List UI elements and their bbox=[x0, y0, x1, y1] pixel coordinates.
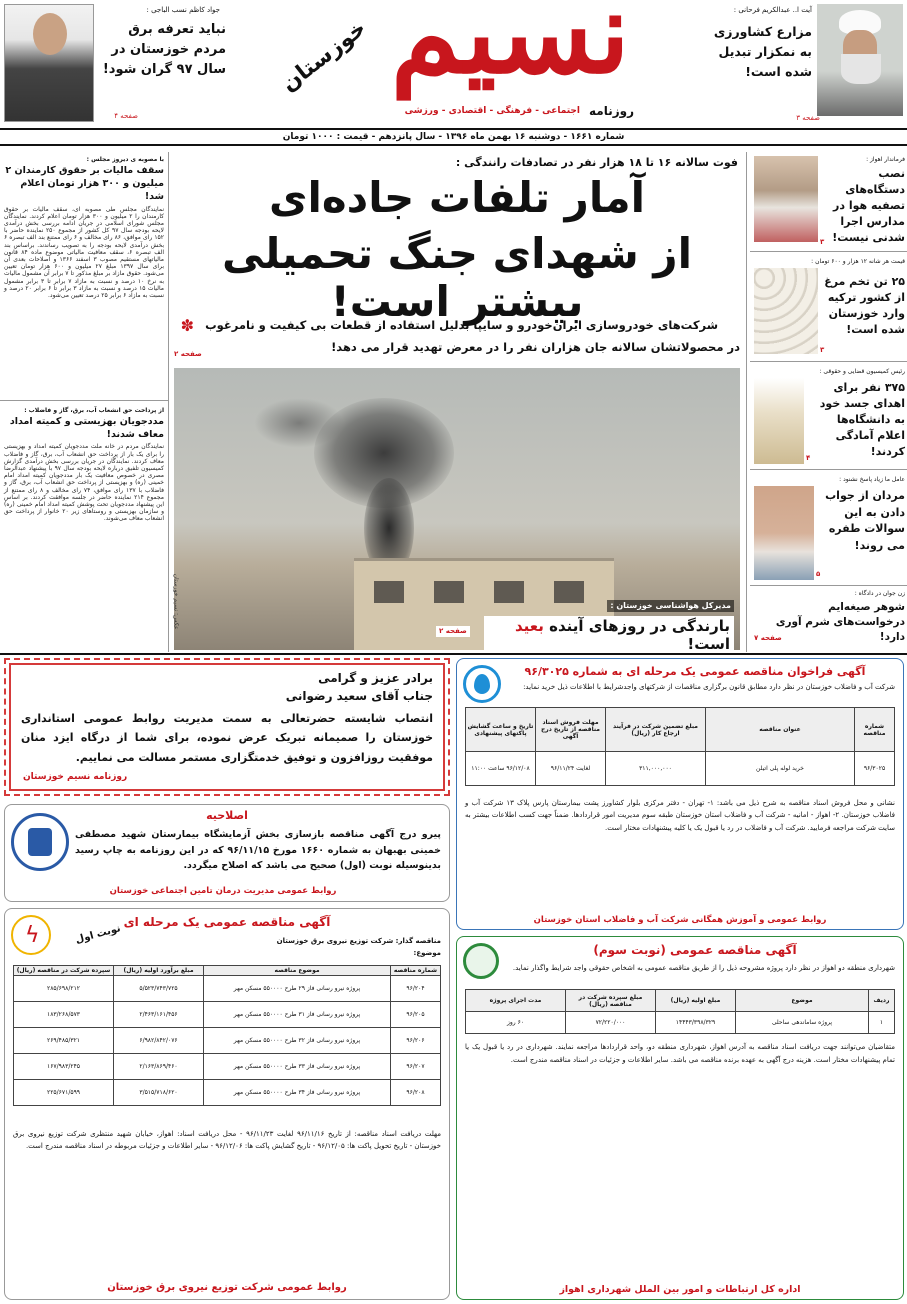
right-item-4[interactable] bbox=[750, 474, 907, 586]
main-headline-2[interactable]: از شهدای جنگ تحمیلی بیشتر است! bbox=[221, 229, 693, 327]
cell: پروژه نیرو رسانی فاز ۳۱ طرح ۵۵۰۰۰۰ مسکن مهر bbox=[204, 1002, 391, 1028]
table-row bbox=[466, 752, 895, 786]
power-th-2: مبلغ برآورد اولیه (ریال) bbox=[114, 966, 204, 976]
water-th-1: عنوان مناقصه bbox=[706, 708, 855, 752]
water-sign: روابط عمومی و آموزش همگانی شرکت آب و فاضلاب استان خوزستان bbox=[533, 915, 827, 925]
flower-icon: ✽ bbox=[180, 316, 194, 335]
left-top-page: صفحه ۴ bbox=[114, 112, 138, 120]
right-top-page: صفحه ۳ bbox=[796, 114, 820, 122]
item-4-kicker: عامل ما زیاد پاسخ نشنود : bbox=[839, 476, 905, 483]
logo-province: خوزستان bbox=[276, 15, 372, 98]
right-item-2[interactable] bbox=[750, 256, 907, 362]
water-table bbox=[465, 707, 895, 786]
right-item-5[interactable] bbox=[750, 588, 907, 650]
cell: ۹۶/۳۰۲۵ bbox=[855, 752, 895, 786]
cell: ۲۲۵/۶۷۱/۵۹۹ bbox=[14, 1080, 114, 1106]
item-1-headline: نصب دستگاه‌های تصفیه هوا در مدارس اجرا شدنی نیست! bbox=[832, 167, 905, 244]
item-2-headline: ۲۵ تن تخم مرغ از کشور ترکیه وارد خوزستان شده است! bbox=[824, 275, 905, 336]
power-subject: موضوع: bbox=[413, 949, 441, 957]
municipal-th-1: موضوع bbox=[736, 990, 869, 1012]
power-th-3: سپرده شرکت در مناقصه (ریال) bbox=[14, 966, 114, 976]
table-row bbox=[14, 976, 441, 1002]
item-1-page: ۳ bbox=[820, 238, 825, 246]
municipal-title: آگهی مناقصه عمومی (نوبت سوم) bbox=[593, 943, 797, 957]
right-top-author: آیت ا.. عبدالکریم فرحانی : bbox=[733, 6, 812, 14]
item-3-page: ۴ bbox=[806, 454, 811, 462]
correction-body: پیرو درج آگهی مناقصه بازسازی بخش آزمایشگاه بیمارستان شهید مصطفی خمینی بهبهان به شماره ۱۶۶۰ مورخ ۹۶/۱۱/۱۵ که در این روزنامه به چاپ رسید بدینوسیله نوبت (اول) صحیح می باشد که اصلاح میگردد. bbox=[75, 829, 441, 872]
item-3-kicker: رئیس کمیسیون قضایی و حقوقی : bbox=[819, 368, 905, 375]
cell: ۲۸۵/۶۹۸/۲۱۲ bbox=[14, 976, 114, 1002]
item-2-page: ۳ bbox=[820, 346, 825, 354]
left-s2-body: نمایندگان مردم در خانه ملت مددجویان کمیته امداد و بهزیستی را برای یک بار از پرداخت حق انشعاب آب، برق، گاز و فاضلاب معاف کردند. نمایندگان در جریان بررسی بخش درآمدی گزارش کمیسیون تلفیق درباره لایحه بودجه سال ۹۷ با پیشنهاد عبدالرضا مصری در خصوص معافیت یک بار مددجویان کمیته امداد امام خمینی (ره) و بهزیستی از پرداخت حق انشعاب آب، برق، گاز و فاضلاب با ۱۳۷ رای موافق، ۷۴ رای مخالف و ۸ رای ممتنع از مجموع ۲۱۴ نماینده حاضر در جلسه موافقت کردند. بر اساس این پیشنهاد مددجویان تحت پوشش کمیته امداد امام خمینی (ره) و سازمان بهزیستی و روستاهای زیر ۲۰ خانوار از پرداخت حق انشعاب معاف می‌شوند. bbox=[4, 443, 164, 523]
cell: پروژه نیرو رسانی فاز ۲۹ طرح ۵۵۰۰۰۰ مسکن مهر bbox=[204, 976, 391, 1002]
left-s2-headline[interactable]: مددجویان بهزیستی و کمیته امداد معاف شدند! bbox=[9, 415, 164, 440]
main-story bbox=[172, 152, 742, 652]
photo-caption-box bbox=[484, 600, 738, 653]
municipal-th-4: مدت اجرای پروژه bbox=[466, 990, 566, 1012]
left-top-headline[interactable]: نباید تعرفه برق مردم خوزستان در سال ۹۷ گران شود! bbox=[102, 22, 226, 78]
cell: ۲/۱۶۳/۸۶۹/۴۶۰ bbox=[114, 1054, 204, 1080]
power-round: نوبت اول bbox=[74, 923, 122, 946]
masthead bbox=[0, 0, 907, 148]
power-th-1: موضوع مناقصه bbox=[204, 966, 391, 976]
water-th-3: مهلت فروش اسناد مناقصه از تاریخ درج آگهی bbox=[536, 708, 606, 752]
municipal-sign: اداره کل ارتباطات و امور بین الملل شهرداری اهواز bbox=[559, 1284, 801, 1295]
newspaper-logo bbox=[276, 0, 634, 120]
water-th-0: شماره مناقصه bbox=[855, 708, 895, 752]
item-1-photo bbox=[754, 156, 818, 242]
table-row bbox=[466, 1012, 895, 1034]
item-4-page: ۵ bbox=[816, 570, 821, 578]
cell: ۹۶/۲۰۵ bbox=[391, 1002, 441, 1028]
photo-credit: عکس: نسیم خوزستان bbox=[172, 573, 180, 630]
cell: ۵/۵۲۳/۷۴۳/۷۲۵ bbox=[114, 976, 204, 1002]
power-table bbox=[13, 965, 441, 1106]
municipal-th-3: مبلغ سپرده شرکت در مناقصه (ریال) bbox=[566, 990, 656, 1012]
cell: لغایت ۹۶/۱۱/۲۴ bbox=[536, 752, 606, 786]
congrats-l2: جناب آقای سعید رضوانی bbox=[285, 689, 433, 703]
cell: ۱۸۳/۲۶۸/۵۷۳ bbox=[14, 1002, 114, 1028]
issue-bar bbox=[0, 128, 907, 146]
photo-page: صفحه ۲ bbox=[436, 626, 470, 637]
item-1-kicker: فرماندار اهواز : bbox=[866, 156, 905, 163]
power-title: آگهی مناقصه عمومی یک مرحله ای bbox=[123, 915, 331, 929]
cell: ۶/۹۸۲/۸۴۲/۰۷۶ bbox=[114, 1028, 204, 1054]
water-logo bbox=[463, 665, 501, 703]
water-tender bbox=[456, 658, 904, 930]
item-4-photo bbox=[754, 486, 814, 580]
author-photo-right bbox=[817, 4, 903, 116]
photo-head-a: بارندگی در روزهای آینده bbox=[549, 617, 730, 635]
left-s2-kicker: از پرداخت حق انشعاب آب، برق، گاز و فاضلاب : bbox=[0, 400, 168, 414]
cell: ۳/۵۱۵/۷۱۸/۶۲۰ bbox=[114, 1080, 204, 1106]
table-row bbox=[14, 1002, 441, 1028]
item-4-headline: مردان از جواب دادن به این سوالات طفره می روند! bbox=[825, 489, 905, 552]
cell: ۱۶۷/۹۸۳/۲۴۵ bbox=[14, 1054, 114, 1080]
cell: پروژه ساماندهی ساحلی bbox=[736, 1012, 869, 1034]
municipal-logo bbox=[463, 943, 499, 979]
item-5-kicker: زن جوان در دادگاه : bbox=[854, 590, 905, 597]
photo-headline[interactable] bbox=[484, 616, 734, 654]
power-org: مناقصه گذار: شرکت توزیع نیروی برق خوزستان bbox=[276, 937, 441, 945]
ssio-logo bbox=[11, 813, 69, 871]
correction-box bbox=[4, 804, 450, 902]
item-2-photo bbox=[754, 268, 818, 354]
congrats-box bbox=[4, 658, 450, 796]
correction-sign: روابط عمومی مدیریت درمان تامین اجتماعی خوزستان bbox=[109, 886, 337, 897]
municipal-table bbox=[465, 989, 895, 1034]
cell: ۷۲/۲۲۰/۰۰۰ bbox=[566, 1012, 656, 1034]
author-photo-left bbox=[4, 4, 94, 122]
congrats-l1: برادر عزیز و گرامی bbox=[318, 671, 433, 685]
right-item-3[interactable] bbox=[750, 366, 907, 470]
power-th-0: شماره مناقصه bbox=[391, 966, 441, 976]
logo-kind: روزنامه bbox=[589, 104, 634, 118]
cell: پروژه نیرو رسانی فاز ۳۳ طرح ۵۵۰۰۰۰ مسکن مهر bbox=[204, 1054, 391, 1080]
photo-kicker: مدیرکل هواشناسی خوزستان : bbox=[607, 600, 734, 612]
municipal-th-2: مبلغ اولیه (ریال) bbox=[656, 990, 736, 1012]
cell: ۳۱۱,۰۰۰,۰۰۰ bbox=[606, 752, 706, 786]
item-3-photo bbox=[754, 378, 804, 464]
left-column bbox=[0, 152, 168, 650]
table-row bbox=[14, 1054, 441, 1080]
water-th-4: تاریخ و ساعت گشایش پاکتهای پیشنهادی bbox=[466, 708, 536, 752]
cell: پروژه نیرو رسانی فاز ۳۴ طرح ۵۵۰۰۰۰ مسکن مهر bbox=[204, 1080, 391, 1106]
cell: ۹۶/۲۰۸ bbox=[391, 1080, 441, 1106]
right-top-headline[interactable]: مزارع کشاورزی به نمکزار تبدیل شده است! bbox=[713, 24, 812, 79]
logo-tagline: اجتماعی - فرهنگی - اقتصادی - ورزشی bbox=[404, 106, 580, 116]
main-sub-1: شرکت‌های خودروسازی ایران‌خودرو و سایپا بدلیل استفاده از قطعات بی کیفیت و نامرغوب bbox=[205, 318, 718, 332]
power-body: مهلت دریافت اسناد مناقصه: از تاریخ ۹۶/۱۱/۱۶ لغایت ۹۶/۱۱/۲۳ - محل دریافت اسناد: اهواز، خیابان شهید منتظری شرکت توزیع نیروی برق خوزستان - تاریخ تحویل پاکت ها: ۹۶/۱۲/۰۵ - تاریخ گشایش پاکت ها: ۹۶/۱۲/۰۶ - سایر اطلاعات و جزئیات مربوطه در اسناد مناقصه مندرج است. bbox=[13, 1130, 441, 1150]
power-logo: ϟ bbox=[11, 915, 51, 955]
municipal-intro: شهرداری منطقه دو اهواز در نظر دارد پروژه مشروحه ذیل را از طریق مناقصه عمومی به اشخاص حقوقی واجد شرایط واگذار نماید. bbox=[512, 964, 895, 972]
congrats-body: انتصاب شایسته حضرتعالی به سمت مدیریت روابط عمومی استانداری خوزستان را صمیمانه تبریک عرض نموده، برای شما از درگاه ایزد منان موفقیت روزافزون و توفیق خدمتگزاری مستمر مسالت می نماییم. bbox=[21, 712, 433, 764]
item-2-kicker: قیمت هر شانه ۱۲ هزار و ۶۰۰ تومان : bbox=[811, 258, 905, 265]
water-intro: شرکت آب و فاضلاب خوزستان در نظر دارد مطابق قانون برگزاری مناقصات از شرکتهای واجدشرایط با اطلاعات ذیل خرید نماید: bbox=[523, 683, 895, 691]
cell: ۹۶/۲۰۴ bbox=[391, 976, 441, 1002]
power-sign: روابط عمومی شرکت توزیع نیروی برق خوزستان bbox=[107, 1282, 347, 1293]
cell: ۹۶/۱۲/۰۸ ساعت ۱۱:۰۰ bbox=[466, 752, 536, 786]
cell: ۲۶۹/۴۸۵/۳۲۱ bbox=[14, 1028, 114, 1054]
water-th-2: مبلغ تضمین شرکت در فرآیند ارجاع کار (ریال) bbox=[606, 708, 706, 752]
left-s1-headline[interactable]: سقف مالیات بر حقوق کارمندان ۲ میلیون و ۳۰۰ هزار تومان اعلام شد! bbox=[5, 165, 164, 202]
congrats-sign: روزنامه نسیم خوزستان bbox=[23, 771, 128, 782]
item-3-headline: ۳۷۵ نفر برای اهدای جسد خود به دانشگاه‌ها اعلام آمادگی کردند! bbox=[819, 381, 905, 458]
main-sub-2: در محصولاتشان سالانه جان هزاران نفر را در معرض تهدید قرار می دهد! bbox=[331, 340, 740, 354]
issue-line: شماره ۱۶۶۱ - دوشنبه ۱۶ بهمن ماه ۱۳۹۶ - سال پانزدهم - قیمت : ۱۰۰۰ تومان bbox=[282, 132, 625, 142]
left-s1-body: نمایندگان مجلس طی مصوبه ای، سقف مالیات بر حقوق کارمندان را ۲ میلیون و ۳۰۰ هزار تومان اعلام کردند. نمایندگان مجلس شورای اسلامی در جریان ادامه بررسی بخش درآمدی لایحه بودجه سال ۹۷ کل کشور از مجموع ۲۵۰ نماینده حاضر با ۱۵۲ رای موافق، ۸۶ رای مخالف و ۶ رای ممتنع بند الف تبصره ۶ بخش درآمدی لایحه بودجه را به تصویب رساندند. براساس بند الف تبصره ۶، سقف معافیت مالیاتی موضوع ماده ۸۴ قانون مالیاتهای مستقیم مصوب ۳ اسفند ۱۳۶۶ و اصلاحات بعدی آن برای سال ۱۳۹۷ مبلغ ۲۷ میلیون و ۶۰۰ هزار تومان تعیین می‌شود. حقوق مازاد بر مبلغ مذکور تا ۷ برابر آن مشمول مالیات به نرخ ۱۰ درصد و نسبت به مازاد ۷ برابر تا ۳ برابر مشمول مالیات ۱۵ درصد و نسبت به مازاد ۳ برابر تا ۶ برابر ۲۰ درصد و نسبت به مازاد ۶ برابر ۲۵ درصد تعیین می‌شود. bbox=[4, 205, 165, 299]
right-column bbox=[750, 152, 907, 652]
cell: ۱ bbox=[869, 1012, 895, 1034]
municipal-th-0: ردیف bbox=[869, 990, 895, 1012]
section-divider bbox=[0, 653, 907, 655]
cell: ۹۶/۲۰۶ bbox=[391, 1028, 441, 1054]
right-column-divider bbox=[746, 152, 747, 652]
municipal-tender bbox=[456, 936, 904, 1300]
power-tender bbox=[4, 908, 450, 1300]
table-row bbox=[14, 1028, 441, 1054]
cell: ۱۴۴۴۳/۳۹۸/۳۲۹ bbox=[656, 1012, 736, 1034]
water-title: آگهی فراخوان مناقصه عمومی یک مرحله ای به شماره ۹۶/۳۰۲۵ bbox=[524, 665, 866, 678]
table-row bbox=[14, 1080, 441, 1106]
left-top-author: جواد کاظم نسب الباجی : bbox=[146, 6, 220, 14]
left-column-divider bbox=[168, 152, 169, 652]
cell: پروژه نیرو رسانی فاز ۳۲ طرح ۵۵۰۰۰۰ مسکن مهر bbox=[204, 1028, 391, 1054]
left-s1-kicker: با مصوبه ی دیروز مجلس : bbox=[86, 156, 164, 163]
main-page: صفحه ۲ bbox=[174, 350, 202, 358]
cell: خرید لوله پلی اتیلن bbox=[706, 752, 855, 786]
logo-text: نسیم bbox=[390, 0, 630, 99]
cell: ۹۶/۲۰۷ bbox=[391, 1054, 441, 1080]
main-headline-1[interactable]: آمار تلفات جاده‌ای bbox=[269, 173, 645, 222]
correction-title: اصلاحیه bbox=[206, 809, 248, 822]
right-item-1[interactable] bbox=[750, 152, 907, 252]
main-photo[interactable] bbox=[172, 368, 740, 653]
municipal-body: متقاضیان می‌توانند جهت دریافت اسناد مناقصه به آدرس اهواز، شهرداری منطقه دو، واحد قراردادها مراجعه نمایند. شهرداری در رد یا قبول یک یا تمام پیشنهادات مختار است. هزینه درج آگهی به عهده برنده مناقصه می باشد. سایر اطلاعات و جزئیات در اسناد مناقصه مندرج است. bbox=[465, 1043, 895, 1064]
main-kicker: فوت سالانه ۱۶ تا ۱۸ هزار نفر در تصادفات رانندگی : bbox=[455, 156, 738, 169]
item-5-page: صفحه ۷ bbox=[754, 634, 782, 642]
item-5-headline: شوهر صیغه‌ایم درخواست‌های شرم آوری دارد! bbox=[775, 601, 905, 644]
cell: ۶۰ روز bbox=[466, 1012, 566, 1034]
water-body: نشانی و محل فروش اسناد مناقصه به شرح ذیل می باشد: ۱- تهران - دفتر مرکزی بلوار کشاورز پشت بیمارستان پارس پلاک ۱۳ شرکت آب و فاضلاب خوزستان. ۲- اهواز - امانیه - شرکت آب و فاضلاب استان خوزستان طبقه سوم مدیریت امور قراردادها. ضمناً جهت کسب اطلاعات بیشتر به سایت شرکت مراجعه فرمایید. شرکت آب و فاضلاب در رد یا قبول یک یا کلیه پیشنهادات مختار است. bbox=[465, 799, 895, 832]
cell: ۲/۴۶۳/۱۶۱/۴۵۶ bbox=[114, 1002, 204, 1028]
photo-head-b: است! bbox=[687, 635, 730, 653]
photo-head-red: بعید bbox=[514, 617, 544, 635]
